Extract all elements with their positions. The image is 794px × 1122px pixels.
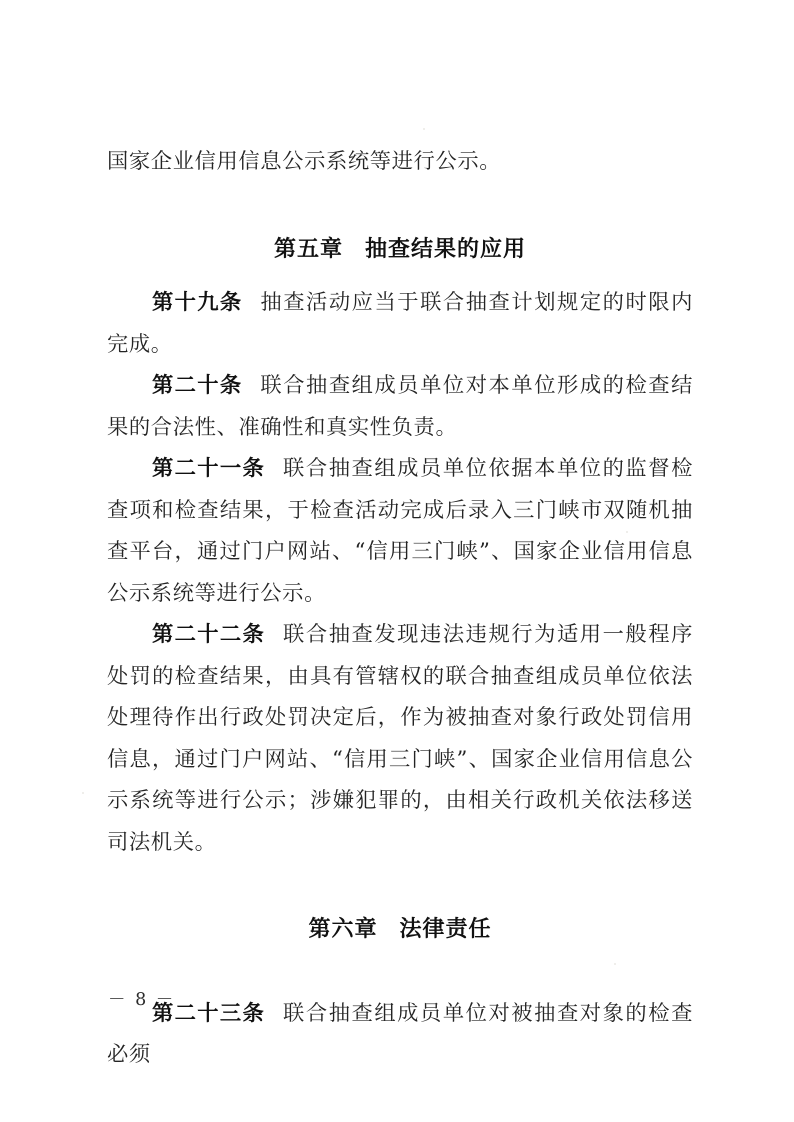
article-paragraph-21	[107, 448, 693, 614]
chapter-6-number: 第六章	[308, 917, 378, 942]
article-text-20: 联合抽查组成员单位对本单位形成的检查结果的合法性、准确性和真实性负责。	[107, 373, 693, 440]
chapter-5-title: 抽查结果的应用	[365, 236, 527, 262]
spacer	[107, 183, 693, 229]
article-number-19: 第十九条	[152, 290, 243, 315]
chapter-6-title: 法律责任	[399, 917, 492, 942]
spacer	[107, 951, 693, 993]
article-number-22: 第二十二条	[152, 622, 266, 647]
document-body	[107, 141, 693, 1076]
continuation-paragraph: 国家企业信用信息公示系统等进行公示。	[107, 149, 502, 174]
chapter-5-number: 第五章	[273, 236, 343, 262]
article-paragraph-20	[107, 365, 693, 448]
spacer	[107, 270, 693, 282]
page-number: － 8 －	[108, 990, 176, 1010]
article-number-21: 第二十一条	[152, 456, 266, 481]
scan-speckle	[423, 128, 425, 130]
article-paragraph-22	[107, 614, 693, 863]
article-text-23: 联合抽查组成员单位对被抽查对象的检查必须	[107, 1000, 693, 1067]
article-paragraph-19	[107, 282, 693, 365]
article-number-23: 第二十三条	[152, 1000, 266, 1026]
chapter-heading-5	[107, 229, 693, 271]
spacer	[107, 863, 693, 909]
article-number-20: 第二十条	[152, 373, 243, 398]
article-text-21: 联合抽查组成员单位依据本单位的监督检查项和检查结果，于检查活动完成后录入三门峡市双随机抽查平台，通过门户网站、“信用三门峡”、国家企业信用信息公示系统等进行公示。	[107, 456, 693, 606]
scan-speckle	[82, 792, 84, 794]
article-paragraph-23	[107, 993, 693, 1076]
article-text-19: 抽查活动应当于联合抽查计划规定的时限内完成。	[107, 290, 693, 357]
article-text-22: 联合抽查发现违法违规行为适用一般程序处罚的检查结果，由具有管辖权的联合抽查组成员单位依法处理待作出行政处罚决定后，作为被抽查对象行政处罚信用信息，通过门户网站、“信用三门峡”、国家企业信用信息公示系统等进行公示；涉嫌犯罪的，由相关行政机关依法移送司法机关。	[107, 622, 693, 855]
chapter-heading-6	[107, 909, 693, 951]
